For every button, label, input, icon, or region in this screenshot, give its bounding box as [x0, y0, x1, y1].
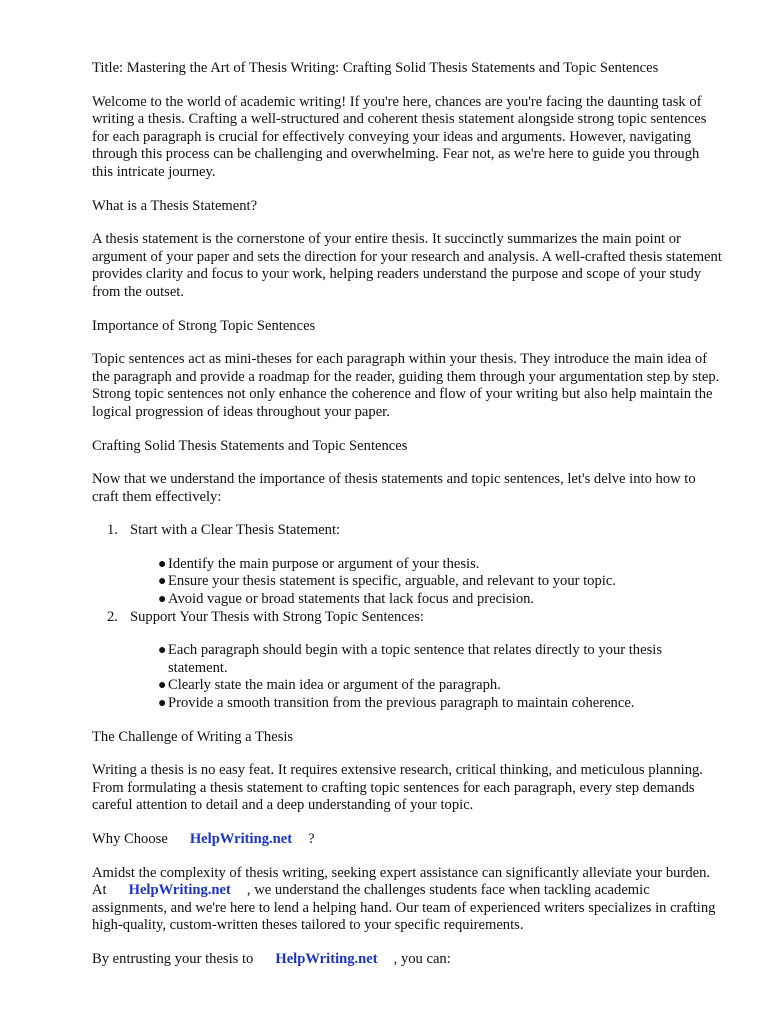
list-item: [130, 573, 724, 591]
document-page: [92, 60, 724, 985]
assistance-text-after: , we understand the challenges students face when tackling academic assignments, and we're here to lend a helping hand. Our team of experienced writers specializes in crafting high-quality, custom-written theses tailored to your specific requirements.: [92, 882, 716, 934]
heading-thesis-statement: What is a Thesis Statement?: [92, 197, 258, 214]
bullet-text: Clearly state the main idea or argument of the paragraph.: [168, 677, 501, 694]
helpwriting-link[interactable]: HelpWriting.net: [275, 950, 378, 967]
bullet-icon: ●: [158, 592, 167, 608]
list-item: [130, 695, 724, 713]
bullet-icon: ●: [158, 696, 167, 712]
bullet-text: Identify the main purpose or argument of your thesis.: [168, 555, 480, 572]
step-heading: Start with a Clear Thesis Statement:: [130, 522, 341, 539]
assistance-text-before: Amidst the complexity of thesis writing, seeking expert assistance can significantly alleviate your burden. At: [92, 864, 711, 899]
list-item: [130, 556, 724, 574]
step-number: 1.: [107, 522, 118, 539]
entrust-prefix: By entrusting your thesis to: [92, 950, 254, 967]
bullet-text: Each paragraph should begin with a topic sentence that relates directly to your thesis statement.: [168, 642, 662, 676]
crafting-paragraph: Now that we understand the importance of thesis statements and topic sentences, let's delve into how to craft them effectively:: [92, 471, 696, 505]
bullet-icon: ●: [158, 556, 167, 572]
why-choose-suffix: ?: [308, 831, 315, 847]
document-title: Title: Mastering the Art of Thesis Writing: Crafting Solid Thesis Statements and Topic Sentences: [92, 60, 659, 76]
topic-sentences-paragraph: Topic sentences act as mini-theses for each paragraph within your thesis. They introduce the main idea of the paragraph and provide a roadmap for the reader, guiding them through your argumentation step by step. Strong topic sentences not only enhance the coherence and flow of your writing but also help maintain the logical progression of ideas throughout your paper.: [92, 351, 720, 420]
steps-list: [92, 522, 724, 712]
list-item: [130, 677, 724, 695]
heading-crafting: Crafting Solid Thesis Statements and Topic Sentences: [92, 437, 408, 454]
list-item: [92, 522, 724, 608]
assistance-paragraph: [92, 865, 724, 935]
helpwriting-link[interactable]: HelpWriting.net: [189, 831, 293, 847]
list-item: [130, 591, 724, 609]
bullet-list: [130, 642, 724, 712]
challenge-paragraph: Writing a thesis is no easy feat. It requires extensive research, critical thinking, and meticulous planning. From formulating a thesis statement to crafting topic sentences for each paragraph, every step demands careful attention to detail and a deep understanding of your topic.: [92, 762, 703, 814]
bullet-text: Provide a smooth transition from the previous paragraph to maintain coherence.: [168, 695, 635, 712]
entrust-suffix: , you can:: [393, 950, 451, 967]
why-choose-prefix: Why Choose: [92, 831, 168, 847]
step-heading: Support Your Thesis with Strong Topic Sentences:: [130, 608, 424, 625]
thesis-statement-paragraph: A thesis statement is the cornerstone of your entire thesis. It succinctly summarizes the main point or argument of your paper and sets the direction for your research and analysis. A well-crafted thesis statement provides clarity and focus to your work, helping readers understand the purpose and scope of your study from the outset.: [92, 231, 722, 300]
intro-paragraph: Welcome to the world of academic writing! If you're here, chances are you're facing the daunting task of writing a thesis. Crafting a well-structured and coherent thesis statement alongside strong topic sentences for each paragraph is crucial for effectively conveying your ideas and arguments. However, navigating through this process can be challenging and overwhelming. Fear not, as we're here to guide you through this intricate journey.: [92, 93, 707, 180]
step-number: 2.: [107, 608, 118, 625]
list-item: [130, 642, 724, 677]
heading-topic-sentences: Importance of Strong Topic Sentences: [92, 317, 316, 334]
entrust-paragraph: [92, 951, 724, 969]
bullet-icon: ●: [158, 643, 167, 659]
helpwriting-link[interactable]: HelpWriting.net: [128, 882, 231, 899]
bullet-text: Avoid vague or broad statements that lack focus and precision.: [168, 591, 535, 608]
heading-challenge: The Challenge of Writing a Thesis: [92, 728, 294, 745]
list-item: [92, 609, 724, 713]
bullet-icon: ●: [158, 574, 167, 590]
bullet-icon: ●: [158, 678, 167, 694]
heading-why-choose: [92, 831, 724, 849]
bullet-text: Ensure your thesis statement is specific, arguable, and relevant to your topic.: [168, 573, 616, 590]
bullet-list: [130, 556, 724, 609]
